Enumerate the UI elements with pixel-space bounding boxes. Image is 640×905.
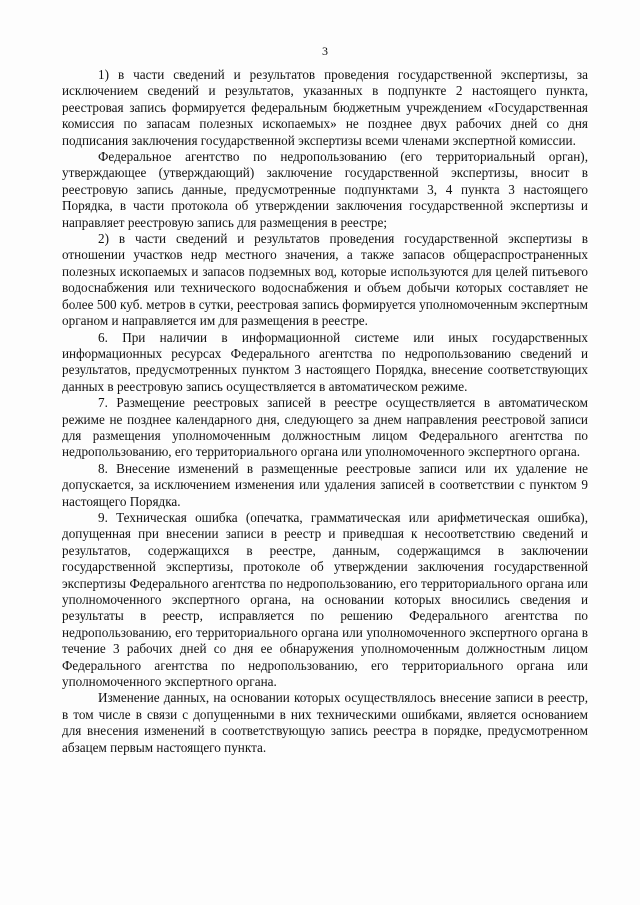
paragraph-clause-8: 8. Внесение изменений в размещенные реестровые записи или их удаление не допускается, за исключением изменения или удаления записей в соответствии с пунктом 9 настоящего Порядка. bbox=[62, 460, 588, 509]
paragraph-clause-7: 7. Размещение реестровых записей в реестре осуществляется в автоматическом режиме не позднее календарного дня, следующего за днем направления реестровой записи для размещения уполномоченным должностным лицом Федерального агентства по недропользованию, его территориального органа или уполномоченного экспертного органа. bbox=[62, 395, 588, 460]
paragraph-subclause-2: 2) в части сведений и результатов проведения государственной экспертизы в отношении участков недр местного значения, а также запасов общераспространенных полезных ископаемых и запасов подземных вод, которые используются для целей питьевого водоснабжения или технического водоснабжения и объем добычи которых составляет не более 500 куб. метров в сутки, реестровая запись формируется уполномоченным экспертным органом и направляется им для размещения в реестре. bbox=[62, 231, 588, 329]
paragraph-clause-6: 6. При наличии в информационной системе или иных государственных информационных ресурсах Федерального агентства по недропользованию сведений и результатов, предусмотренных пунктом 3 настоящего Порядка, внесение соответствующих данных в реестровую запись осуществляется в автоматическом режиме. bbox=[62, 329, 588, 394]
paragraph-subclause-1: 1) в части сведений и результатов проведения государственной экспертизы, за исключением сведений и результатов, указанных в подпункте 2 настоящего пункта, реестровая запись формируется федеральным бюджетным учреждением «Государственная комиссия по запасам полезных ископаемых» не позднее двух рабочих дней со дня подписания заключения государственной экспертизы всеми членами экспертной комиссии. bbox=[62, 67, 588, 148]
paragraph-data-change: Изменение данных, на основании которых осуществлялось внесение записи в реестр, в том числе в связи с допущенными в них техническими ошибками, является основанием для внесения изменений в соответствующую запись реестра в порядке, предусмотренном абзацем первым настоящего пункта. bbox=[62, 690, 588, 755]
paragraph-agency-approval: Федеральное агентство по недропользованию (его территориальный орган), утверждающее (утверждающий) заключение государственной экспертизы, вносит в реестровую запись данные, предусмотренные подпунктами 3, 4 пункта 3 настоящего Порядка, в части протокола об утверждении заключения государственной экспертизы и направляет реестровую запись для размещения в реестре; bbox=[62, 149, 588, 230]
page-number: 3 bbox=[322, 44, 328, 58]
paragraph-clause-9: 9. Техническая ошибка (опечатка, грамматическая или арифметическая ошибка), допущенная при внесении записи в реестр и приведшая к несоответствию сведений и результатов, содержащихся в реестре, данным, содержащимся в заключении государственной экспертизы, протоколе об утверждении заключения государственной экспертизы Федерального агентства по недропользованию, его территориального органа или уполномоченного экспертного органа, на основании которых вносились сведения и результаты в реестр, исправляется по решению Федерального агентства по недропользованию, его территориального органа или уполномоченного экспертного органа в течение 3 рабочих дней со дня ее обнаружения уполномоченным должностным лицом Федерального агентства по недропользованию, его территориального органа или уполномоченного экспертного органа. bbox=[62, 509, 588, 690]
